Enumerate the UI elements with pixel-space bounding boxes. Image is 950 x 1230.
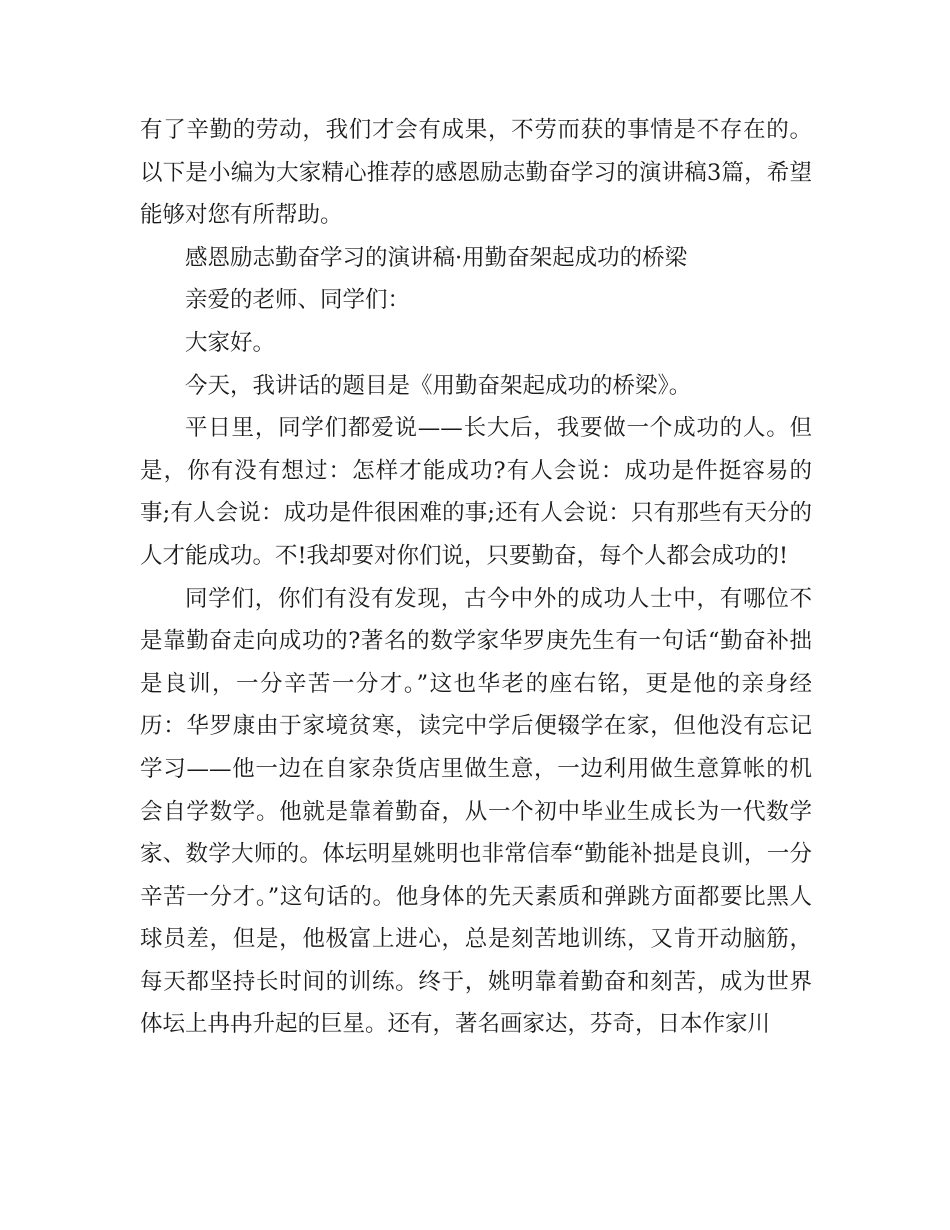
topic-paragraph: 今天，我讲话的题目是《用勤奋架起成功的桥梁》。 bbox=[185, 372, 692, 399]
document-body bbox=[140, 109, 812, 1046]
greeting: 大家好。 bbox=[185, 329, 276, 356]
body-paragraph: 平日里，同学们都爱说——长大后，我要做一个成功的人。但是，你有没有想过：怎样才能成功?有人会说：成功是件挺容易的事;有人会说：成功是件很困难的事;还有人会说：只有那些有天分的人才能成功。不!我却要对你们说，只要勤奋，每个人都会成功的! bbox=[140, 415, 812, 569]
speech-title: 感恩励志勤奋学习的演讲稿·用勤奋架起成功的桥梁 bbox=[185, 244, 688, 271]
intro-paragraph: 有了辛勤的劳动，我们才会有成果，不劳而获的事情是不存在的。以下是小编为大家精心推荐的感恩励志勤奋学习的演讲稿3篇，希望能够对您有所帮助。 bbox=[140, 117, 812, 229]
salutation: 亲爱的老师、同学们： bbox=[185, 287, 411, 314]
body-paragraph: 同学们，你们有没有发现，古今中外的成功人士中，有哪位不是靠勤奋走向成功的?著名的数学家华罗庚先生有一句话“勤奋补拙是良训，一分辛苦一分才。”这也华老的座右铭，更是他的亲身经历：华罗康由于家境贫寒，读完中学后便辍学在家，但他没有忘记学习——他一边在自家杂货店里做生意，一边利用做生意算帐的机会自学数学。他就是靠着勤奋，从一个初中毕业生成长为一代数学家、数学大师的。体坛明星姚明也非常信奉“勤能补拙是良训，一分辛苦一分才。”这句话的。他身体的先天素质和弹跳方面都要比黑人球员差，但是，他极富上进心，总是刻苦地训练，又肯开动脑筋，每天都坚持长时间的训练。终于，姚明靠着勤奋和刻苦，成为世界体坛上冉冉升起的巨星。还有，著名画家达，芬奇，日本作家川 bbox=[140, 585, 812, 1038]
